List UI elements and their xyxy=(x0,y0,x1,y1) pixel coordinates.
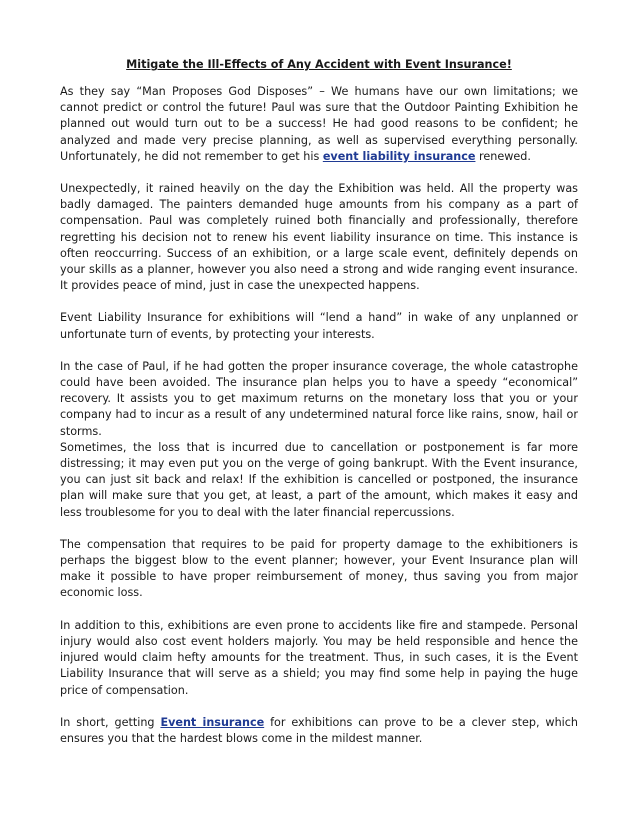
paragraph-1-text-before: As they say “Man Proposes God Disposes” – We humans have our own limitations; we cannot predict or control the future! Paul was sure that the Outdoor Painting Exhibition he planned out would turn out to be a success! He had good reasons to be confident; he analyzed and made very precise planning, as well as supervised everything personally. Unfortunately, he did not remember to get his xyxy=(60,85,578,163)
paragraph-6: In addition to this, exhibitions are even prone to accidents like fire and stampede. Personal injury would also cost event holders majorly. You may be held responsible and hence the injured would claim hefty amounts for the treatment. Thus, in such cases, it is the Event Liability Insurance that will serve as a shield; you may find some help in paying the huge price of compensation. xyxy=(60,618,578,697)
paragraph-7-text-before: In short, getting xyxy=(60,715,161,729)
event-insurance-link[interactable]: Event insurance xyxy=(160,715,265,729)
paragraph-7-text-after: for exhibitions can prove to be a clever step, which ensures you that the hardest blows come in the mildest manner. xyxy=(60,715,579,745)
paragraph-3: Event Liability Insurance for exhibitions will “lend a hand” in wake of any unplanned or unfortunate turn of events, by protecting your interests. xyxy=(60,311,578,341)
paragraph-2: Unexpectedly, it rained heavily on the day the Exhibition was held. All the property was badly damaged. The painters demanded huge amounts from his company as a part of compensation. Paul was completely ruined both financially and professionally, therefore regretting his decision not to renew his event liability insurance on time. This instance is often reoccurring. Success of an exhibition, or a large scale event, definitely depends on your skills as a planner, however you also need a strong and wide ranging event insurance. It provides peace of mind, just in case the unexpected happens. xyxy=(60,182,578,293)
paragraph-1 xyxy=(60,84,578,165)
document-page xyxy=(60,57,578,763)
paragraph-4a: In the case of Paul, if he had gotten the proper insurance coverage, the whole catastrophe could have been avoided. The insurance plan helps you to have a speedy “economical” recovery. It assists you to get maximum returns on the monetary loss that you or your company had to incur as a result of any undetermined natural force like rains, snow, hail or storms. xyxy=(60,359,578,438)
paragraph-7 xyxy=(60,715,578,747)
paragraph-1-text-after: renewed. xyxy=(475,149,531,163)
paragraph-5: The compensation that requires to be paid for property damage to the exhibitioners is perhaps the biggest blow to the event planner; however, your Event Insurance plan will make it possible to have proper reimbursement of money, thus saving you from major economic loss. xyxy=(60,537,578,600)
document-title: Mitigate the Ill-Effects of Any Accident with Event Insurance! xyxy=(126,58,512,71)
event-liability-insurance-link[interactable]: event liability insurance xyxy=(322,149,476,163)
paragraph-4b: Sometimes, the loss that is incurred due to cancellation or postponement is far more distressing; it may even put you on the verge of going bankrupt. With the Event insurance, you can just sit back and relax! If the exhibition is cancelled or postponed, the insurance plan will make sure that you get, at least, a part of the amount, which makes it easy and less troublesome for you to deal with the later financial repercussions. xyxy=(60,440,578,519)
